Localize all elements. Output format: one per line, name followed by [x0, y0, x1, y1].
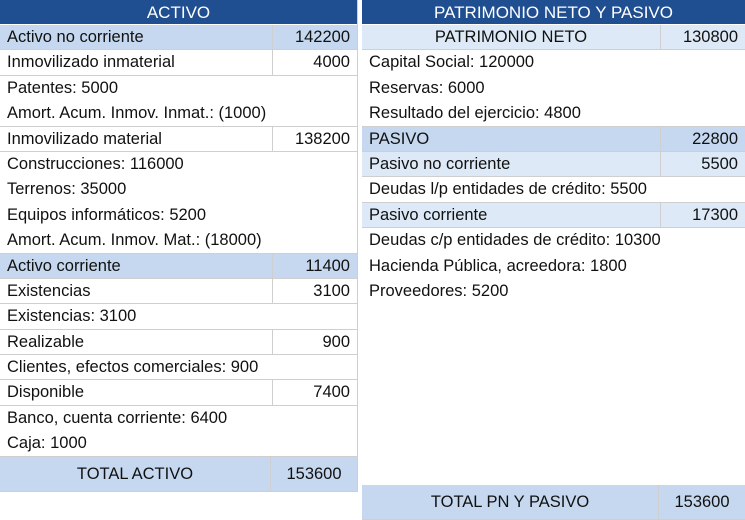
caja-line: Caja: 1000 [0, 431, 357, 456]
clientes-line: Clientes, efectos comerciales: 900 [0, 355, 357, 380]
pnp-column [362, 0, 745, 304]
hacienda-line: Hacienda Pública, acreedora: 1800 [369, 256, 627, 275]
capital-line: Capital Social: 120000 [369, 53, 535, 72]
deudas-lp-line: Deudas l/p entidades de crédito: 5500 [362, 177, 745, 202]
amort-inmat-line: Amort. Acum. Inmov. Inmat.: (1000) [0, 101, 357, 126]
total-pnp-row: TOTAL PN Y PASIVO 153600 [362, 485, 745, 520]
resultado-line: Resultado del ejercicio: 4800 [362, 101, 745, 126]
pasivo-no-corriente-row: Pasivo no corriente 5500 [362, 152, 745, 177]
patrimonio-neto-row: PATRIMONIO NETO 130800 [362, 25, 745, 50]
realizable-row: Realizable 900 [0, 330, 357, 355]
pasivo-corriente-row: Pasivo corriente 17300 [362, 203, 745, 228]
construcciones-line: Construcciones: 116000 [7, 154, 184, 173]
banco-line: Banco, cuenta corriente: 6400 [7, 408, 228, 427]
activo-corriente-row: Activo corriente 11400 [0, 254, 357, 279]
activo-column [0, 0, 358, 492]
disponible-row: Disponible 7400 [0, 380, 357, 405]
existencias-detail: Existencias: 3100 [0, 304, 357, 329]
reservas-line: Reservas: 6000 [369, 78, 485, 97]
proveedores-line: Proveedores: 5200 [369, 281, 509, 300]
patentes-line: Patentes: 5000 [7, 78, 119, 97]
activo-no-corriente-row: Activo no corriente 142200 [0, 25, 357, 50]
pasivo-row: PASIVO 22800 [362, 127, 745, 152]
existencias-row: Existencias 3100 [0, 279, 357, 304]
activo-header: ACTIVO [0, 0, 357, 25]
total-activo-row: TOTAL ACTIVO 153600 [0, 457, 357, 492]
deudas-cp-line: Deudas c/p entidades de crédito: 10300 [369, 231, 661, 250]
equipos-line: Equipos informáticos: 5200 [7, 205, 207, 224]
pnp-header: PATRIMONIO NETO Y PASIVO [362, 0, 745, 25]
terrenos-line: Terrenos: 35000 [7, 180, 127, 199]
inmovilizado-inmaterial-row: Inmovilizado inmaterial 4000 [0, 50, 357, 75]
amort-mat-line: Amort. Acum. Inmov. Mat.: (18000) [0, 228, 357, 253]
inmovilizado-material-row: Inmovilizado material 138200 [0, 127, 357, 152]
